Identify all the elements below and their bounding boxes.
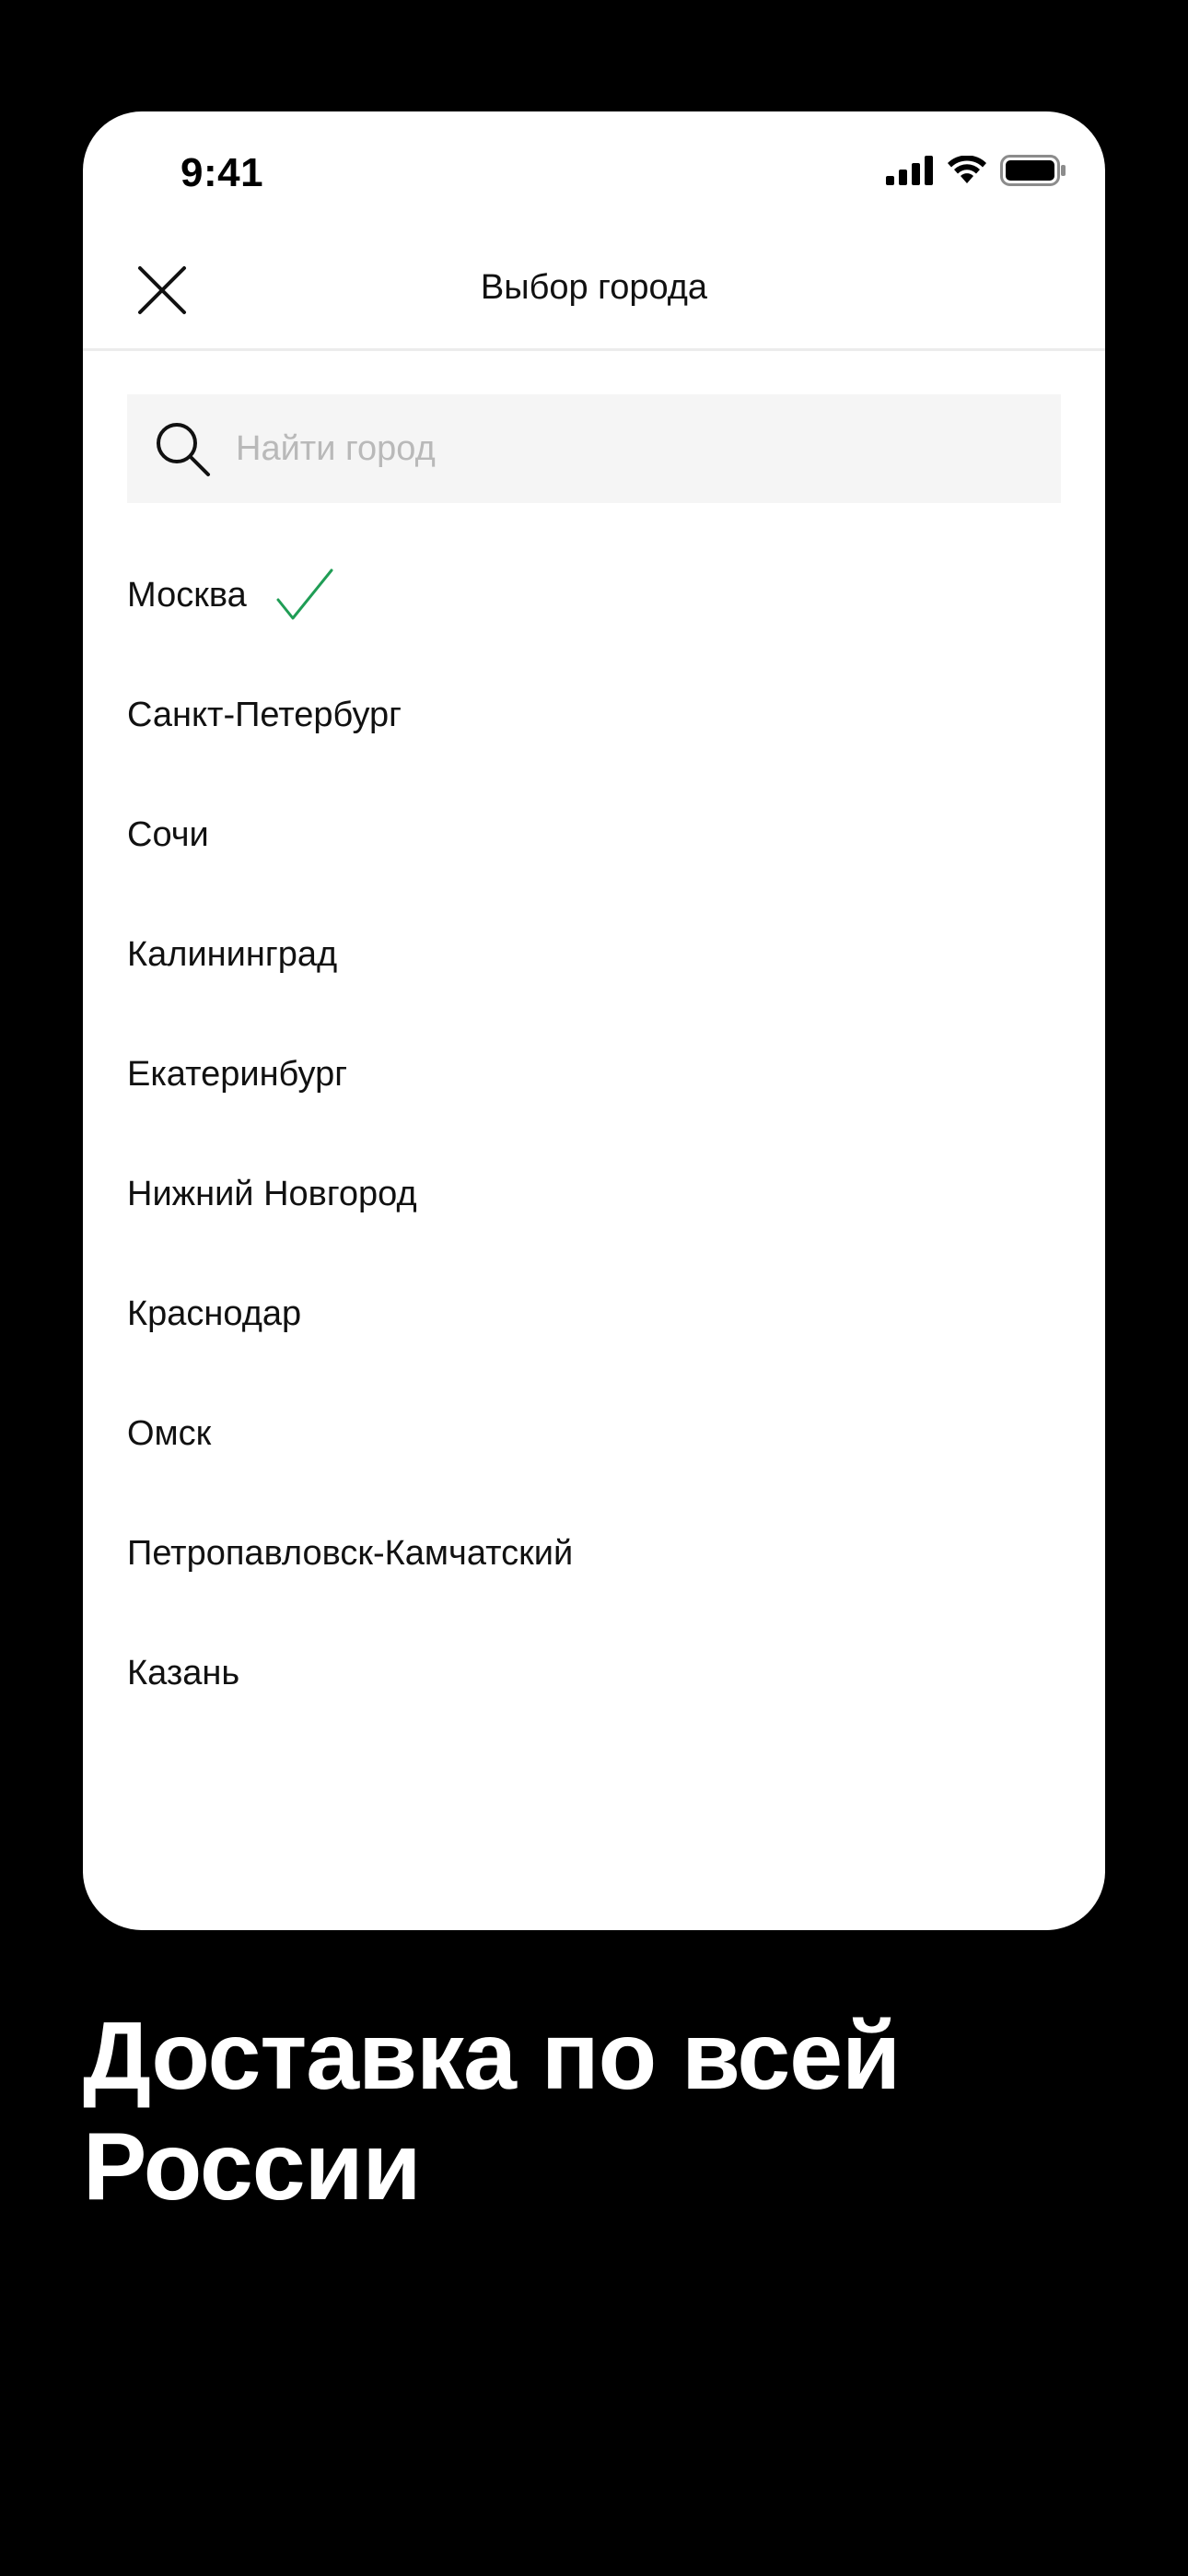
phone-screen bbox=[83, 111, 1105, 1930]
city-name: Санкт-Петербург bbox=[127, 695, 402, 734]
city-name: Нижний Новгород bbox=[127, 1174, 417, 1213]
city-item[interactable] bbox=[127, 1014, 1061, 1134]
city-name: Казань bbox=[127, 1653, 240, 1692]
page-title: Выбор города bbox=[480, 268, 708, 307]
search-field[interactable] bbox=[127, 394, 1061, 503]
battery-icon bbox=[1000, 155, 1066, 191]
header bbox=[83, 231, 1105, 351]
status-time: 9:41 bbox=[181, 150, 264, 195]
city-name: Екатеринбург bbox=[127, 1054, 348, 1094]
checkmark-icon bbox=[274, 565, 335, 626]
city-item[interactable] bbox=[127, 655, 1061, 775]
city-item[interactable] bbox=[127, 895, 1061, 1014]
cellular-signal-icon bbox=[886, 156, 934, 190]
city-name: Сочи bbox=[127, 814, 209, 854]
promo-line-2: России bbox=[83, 2113, 421, 2220]
city-item[interactable] bbox=[127, 1493, 1061, 1613]
city-item[interactable] bbox=[127, 535, 1061, 655]
city-name: Омск bbox=[127, 1413, 212, 1453]
city-list bbox=[127, 535, 1061, 1733]
promo-headline bbox=[83, 2001, 1096, 2222]
status-icons bbox=[886, 156, 1066, 189]
city-name: Краснодар bbox=[127, 1294, 302, 1333]
city-name: Москва bbox=[127, 575, 247, 615]
city-item[interactable] bbox=[127, 1374, 1061, 1493]
status-bar bbox=[83, 111, 1105, 231]
search-input[interactable] bbox=[236, 421, 973, 476]
city-item[interactable] bbox=[127, 775, 1061, 895]
wifi-icon bbox=[947, 156, 987, 190]
promo-line-1: Доставка по всей bbox=[83, 2003, 901, 2110]
city-item[interactable] bbox=[127, 1134, 1061, 1254]
city-name: Калининград bbox=[127, 934, 338, 974]
city-name: Петропавловск-Камчатский bbox=[127, 1533, 574, 1573]
city-item[interactable] bbox=[127, 1613, 1061, 1733]
city-item[interactable] bbox=[127, 1254, 1061, 1374]
search-icon bbox=[153, 419, 212, 478]
